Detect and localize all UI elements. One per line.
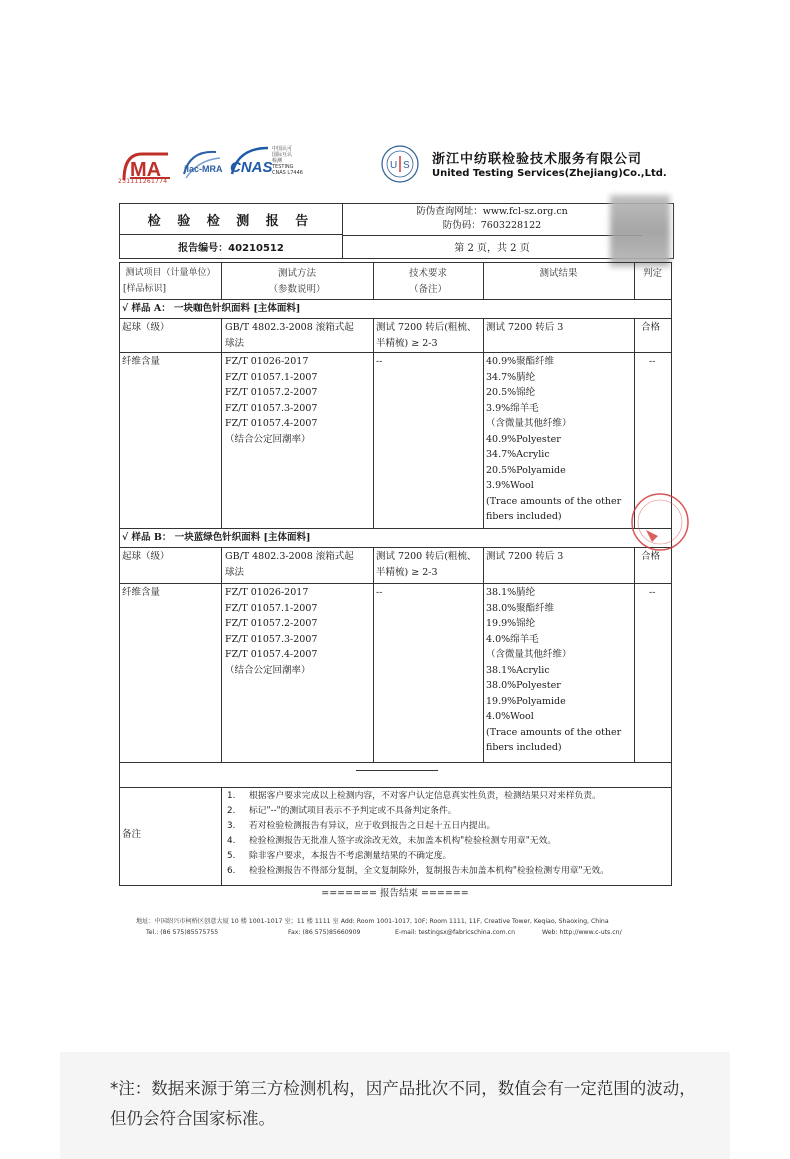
footer-address: 地址：中国绍兴市柯桥区创意大厦 10 楼 1001-1017 室；11 楼 1111 室 Add: Room 1001-1017, 10F; Room 1111, 11F, Creative Tower, Keqiao, Shaoxing, China	[136, 918, 609, 925]
remark-item	[227, 834, 609, 849]
header-item	[120, 266, 221, 297]
result-line: 40.9%聚酯纤维	[486, 356, 555, 367]
remark-number: 2.	[227, 806, 236, 816]
row-divider	[120, 787, 671, 788]
method-line: FZ/T 01057.1-2007	[225, 602, 318, 614]
remark-text: 检验检测报告无批准人签字或涂改无效，未加盖本机构"检验检测专用章"无效。	[249, 836, 557, 846]
cnas-line: CNAS L7446	[272, 170, 303, 176]
ilac-mra-logo-icon	[180, 144, 224, 184]
blurred-qr-code	[610, 195, 670, 267]
result-line: 20.5%Polyamide	[486, 464, 566, 476]
method-line: FZ/T 01057.3-2007	[225, 633, 318, 645]
result-line: （含微量其他纤维）	[486, 649, 572, 660]
requirement-line: 半精梳) ≥ 2-3	[376, 337, 438, 349]
footer-email: E-mail: testingsx@fabricschina.com.cn	[395, 929, 515, 936]
requirement-line: 测试 7200 转后(粗梳、	[376, 322, 477, 333]
footer-web: Web: http://www.c-uts.cn/	[542, 929, 622, 936]
remark-number: 6.	[227, 866, 236, 876]
row-divider	[120, 299, 671, 300]
result-line: 38.0%聚酯纤维	[486, 602, 555, 614]
company-name-cn: 浙江中纺联检验技术服务有限公司	[432, 152, 643, 167]
method-line: FZ/T 01057.4-2007	[225, 649, 318, 660]
sample-a-title: √ 样品 A： 一块咖色针织面料 [主体面料]	[122, 303, 301, 314]
header-result: 测试结果	[539, 268, 578, 279]
result-line: 40.9%Polyester	[486, 433, 561, 445]
header-requirement-line: 技术要求	[408, 268, 447, 279]
anti-counterfeit-info	[342, 204, 642, 236]
sample-a-pilling-item: 起球（级）	[122, 322, 170, 333]
result-line: 34.7%腈纶	[486, 371, 536, 383]
svg-text:S: S	[403, 160, 410, 171]
method-line: 球法	[225, 566, 245, 578]
sample-b-fiber-method	[225, 585, 317, 678]
remark-item	[227, 864, 609, 879]
sample-b-fiber-item: 纤维含量	[122, 587, 161, 598]
cnas-line: TESTING	[272, 164, 294, 170]
remark-item	[227, 804, 609, 819]
svg-text:MA: MA	[130, 159, 162, 181]
sample-a-fiber-judgement: --	[649, 356, 656, 367]
result-line: 38.1%腈纶	[486, 587, 536, 598]
result-line: 3.9%绵羊毛	[486, 402, 539, 414]
anti-code: 防伪码：7603228122	[442, 220, 542, 231]
result-line: 20.5%锦纶	[486, 387, 536, 398]
svg-text:CNAS: CNAS	[230, 159, 273, 176]
footer-tel: Tel.: (86 575)85575755	[146, 929, 219, 936]
uts-logo-icon	[380, 144, 420, 184]
sample-b-title: √ 样品 B： 一块蓝绿色针织面料 [主体面料]	[122, 532, 311, 543]
header-requirement	[373, 266, 483, 297]
remark-text: 根据客户要求完成以上检测内容，不对客户认定信息真实性负责，检测结果只对来样负责。	[249, 791, 601, 801]
cnas-line: 国际互认	[272, 152, 293, 158]
col-divider	[483, 318, 484, 528]
result-line: 4.0%Wool	[486, 711, 534, 722]
note-box	[60, 1052, 730, 1159]
report-info-box	[119, 203, 674, 259]
results-table	[119, 262, 672, 886]
official-stamp-icon	[628, 490, 692, 554]
sample-a-pilling-result: 测试 7200 转后 3	[486, 322, 564, 333]
page-info: 第 2 页，共 2 页	[454, 243, 530, 254]
row-divider	[120, 528, 671, 529]
sample-a-fiber-result	[486, 354, 621, 525]
result-line: 19.9%Polyamide	[486, 695, 566, 707]
method-line: （结合公定回潮率）	[225, 433, 311, 445]
header-method-line: （参数说明）	[268, 283, 326, 295]
col-divider	[483, 547, 484, 762]
remark-item	[227, 819, 609, 834]
sample-a-pilling-judgement: 合格	[641, 322, 661, 333]
row-divider	[120, 762, 671, 763]
result-line: 3.9%Wool	[486, 480, 534, 491]
col-divider	[221, 318, 222, 528]
sample-a-fiber-item: 纤维含量	[122, 356, 161, 367]
method-line: GB/T 4802.3-2008 滚箱式起	[225, 322, 354, 333]
result-line: fibers included)	[486, 511, 562, 522]
header-item-line: [样品标识]	[123, 283, 167, 294]
remark-number: 4.	[227, 836, 236, 846]
header-requirement-line: （备注）	[408, 283, 447, 295]
requirement-line: 测试 7200 转后(粗梳、	[376, 551, 477, 562]
sample-b-pilling-result: 测试 7200 转后 3	[486, 551, 564, 562]
sample-b-pilling-item: 起球（级）	[122, 551, 170, 562]
header-item-line: 测试项目（计量单位）	[125, 268, 216, 278]
row-divider	[120, 583, 671, 584]
col-divider	[634, 547, 635, 762]
logo-row	[118, 140, 678, 190]
header-judgement: 判定	[642, 268, 662, 279]
sample-a-fiber-requirement: --	[376, 356, 383, 367]
col-divider	[221, 547, 222, 762]
sample-a-pilling-requirement	[376, 320, 476, 351]
remarks-label: 备注	[122, 829, 142, 840]
sample-b-fiber-requirement: --	[376, 587, 383, 598]
row-divider	[120, 352, 671, 353]
method-line: FZ/T 01057.3-2007	[225, 402, 318, 414]
col-divider	[221, 787, 222, 885]
result-line: （含微量其他纤维）	[486, 418, 572, 429]
cnas-line: 检测	[272, 158, 283, 164]
note-text: *注：数据来源于第三方检测机构，因产品批次不同，数值会有一定范围的波动，但仍会符合国家标准。	[110, 1079, 696, 1128]
method-line: FZ/T 01057.2-2007	[225, 387, 318, 398]
method-line: FZ/T 01057.4-2007	[225, 418, 318, 429]
sample-b-pilling-requirement	[376, 549, 476, 580]
report-title: 检 验 检 测 报 告	[120, 204, 343, 235]
report-end: ======= 报告结束 ======	[321, 888, 469, 899]
col-divider	[373, 547, 374, 762]
company-name-en: United Testing Services(Zhejiang)Co.,Ltd.	[432, 168, 667, 179]
remark-item	[227, 789, 609, 804]
result-line: 38.1%Acrylic	[486, 664, 550, 676]
method-line: FZ/T 01026-2017	[225, 587, 309, 598]
result-line: (Trace amounts of the other	[486, 495, 622, 507]
result-line: 38.0%Polyester	[486, 680, 561, 691]
sample-b-pilling-method	[225, 549, 354, 580]
row-divider	[120, 547, 671, 548]
result-line: 4.0%绵羊毛	[486, 633, 539, 645]
cnas-small-text	[272, 146, 312, 176]
remark-item	[227, 849, 609, 864]
remark-number: 5.	[227, 851, 236, 861]
remarks-list	[227, 789, 609, 879]
cnas-line: 中国认可	[272, 146, 293, 152]
row-divider	[120, 318, 671, 319]
method-line: FZ/T 01026-2017	[225, 356, 309, 367]
end-divider	[356, 770, 438, 771]
sample-a-fiber-method	[225, 354, 317, 447]
sample-b-fiber-result	[486, 585, 621, 756]
sample-b-fiber-judgement: --	[649, 587, 656, 598]
cma-number: 231111261774	[118, 178, 168, 185]
result-line: 19.9%锦纶	[486, 618, 536, 629]
method-line: GB/T 4802.3-2008 滚箱式起	[225, 551, 354, 562]
method-line: FZ/T 01057.2-2007	[225, 618, 318, 629]
query-site: 防伪查询网址：www.fcl-sz.org.cn	[416, 206, 568, 217]
svg-text:ilac-MRA: ilac-MRA	[184, 164, 223, 174]
requirement-line: 半精梳) ≥ 2-3	[376, 566, 438, 578]
remark-text: 若对检验检测报告有异议，应于收到报告之日起十五日内提出。	[249, 821, 496, 831]
remark-text: 标记"--"的测试项目表示不予判定或不具备判定条件。	[249, 806, 457, 816]
report-number: 报告编号：40210512	[120, 235, 343, 258]
header-method-line: 测试方法	[277, 268, 316, 279]
method-line: 球法	[225, 337, 245, 349]
remark-number: 1.	[227, 791, 236, 801]
result-line: (Trace amounts of the other	[486, 726, 622, 738]
remark-number: 3.	[227, 821, 236, 831]
remark-text: 检验检测报告不得部分复制，全文复制除外，复制报告未加盖本机构"检验检测专用章"无效。	[249, 866, 609, 876]
remark-text: 除非客户要求，本报告不考虑测量结果的不确定度。	[249, 851, 452, 861]
header-method	[221, 266, 373, 297]
sample-a-pilling-method	[225, 320, 354, 351]
result-line: fibers included)	[486, 742, 562, 753]
sample-b-pilling-judgement: 合格	[641, 551, 661, 562]
svg-text:U: U	[390, 160, 398, 171]
method-line: （结合公定回潮率）	[225, 664, 311, 676]
method-line: FZ/T 01057.1-2007	[225, 371, 318, 383]
footer-fax: Fax: (86 575)85660909	[288, 929, 361, 936]
col-divider	[373, 318, 374, 528]
result-line: 34.7%Acrylic	[486, 449, 550, 460]
